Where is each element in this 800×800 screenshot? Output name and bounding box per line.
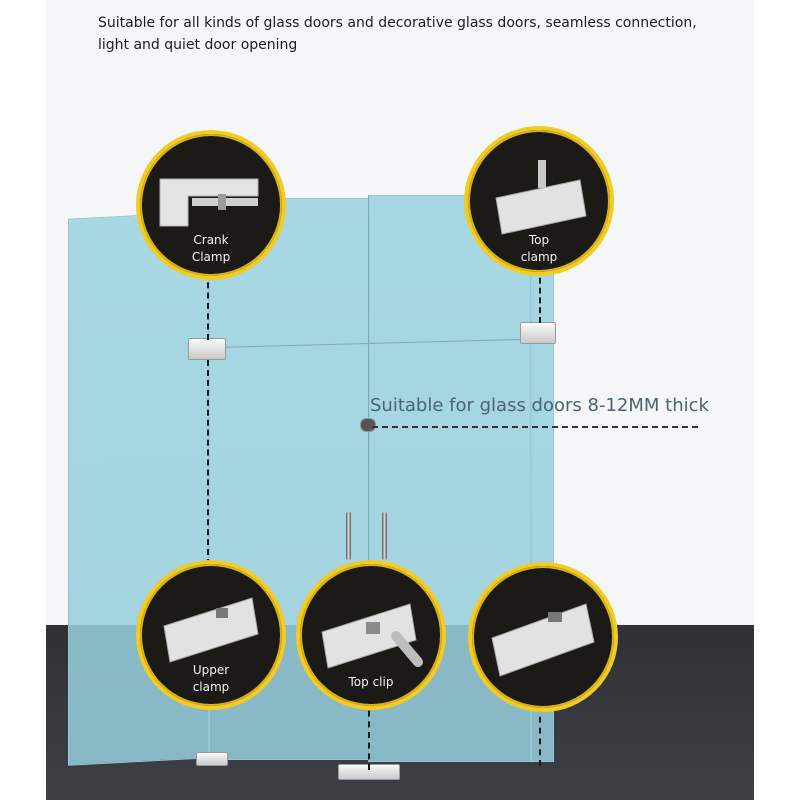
upper-clamp-line1: Upper — [192, 663, 230, 677]
left-transom-clamp — [188, 338, 226, 360]
upper-clamp-line2: clamp — [192, 680, 230, 694]
connector-right-bottom — [539, 706, 541, 766]
right-door-handle — [382, 512, 387, 560]
top-clip-label: Top clip — [348, 675, 394, 689]
connector-crank-lower — [207, 360, 209, 565]
connector-crank — [207, 272, 209, 340]
right-transom-clamp — [520, 322, 556, 344]
upper-clamp-callout — [136, 560, 286, 710]
top-clip-callout — [296, 560, 446, 710]
crank-clamp-callout — [136, 130, 286, 280]
top-clamp-callout — [464, 126, 614, 276]
center-lock — [360, 418, 376, 432]
top-clamp-line1: Top — [528, 233, 550, 247]
crank-label-line1: Crank — [193, 233, 229, 247]
top-clamp-line2: clamp — [520, 250, 558, 264]
thickness-underline — [372, 426, 698, 428]
left-door-handle — [346, 512, 351, 560]
connector-top-clip — [368, 700, 370, 770]
crank-label-line2: Clamp — [191, 250, 231, 264]
bottom-clamp-illustration — [472, 566, 614, 708]
product-description: Suitable for all kinds of glass doors and decorative glass doors, seamless connection, light and quiet door opening — [98, 15, 697, 53]
connector-top-clamp — [539, 268, 541, 323]
thickness-note: Suitable for glass doors 8-12MM thick — [370, 395, 709, 416]
bottom-clamp-callout — [468, 562, 618, 712]
floor-patch-left — [196, 752, 228, 766]
